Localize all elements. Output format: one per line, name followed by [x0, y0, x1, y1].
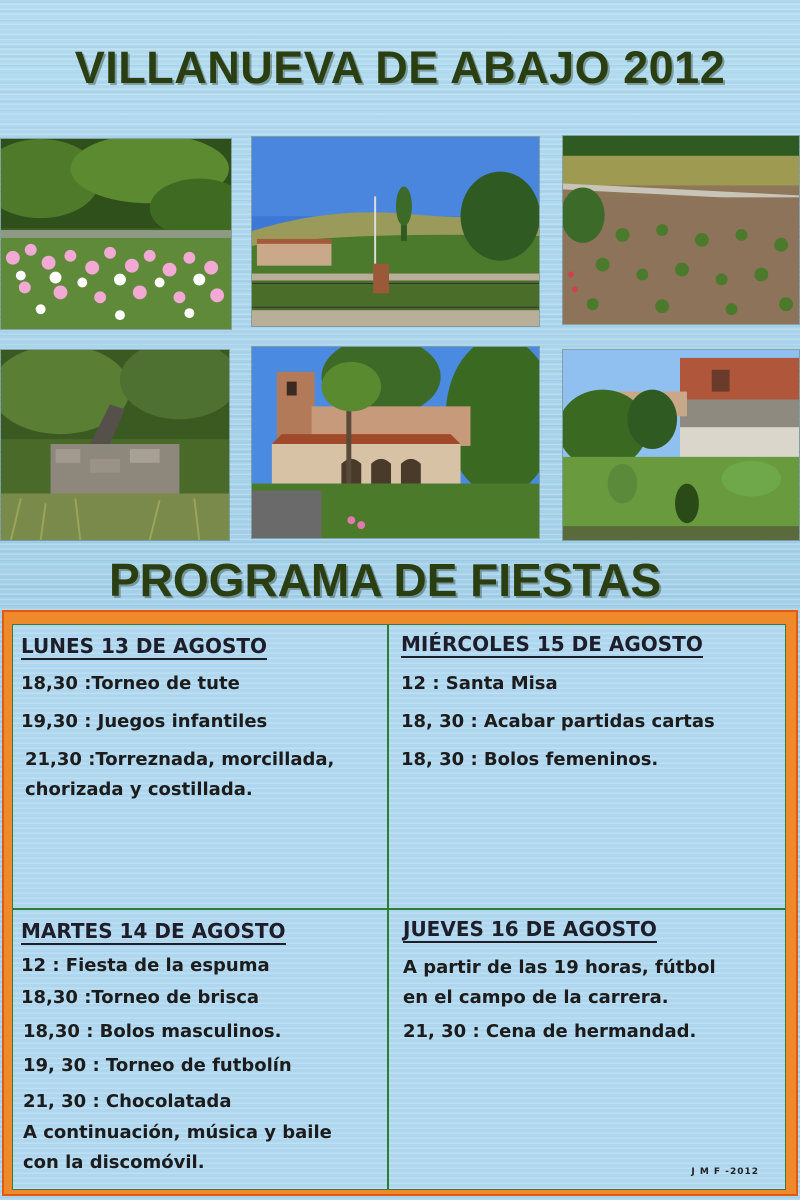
event-item: A continuación, música y baile — [23, 1122, 332, 1143]
day-heading-monday: LUNES 13 DE AGOSTO — [21, 634, 268, 658]
village-park-photo — [251, 136, 540, 327]
poster-title: VILLANUEVA DE ABAJO 2012 — [74, 42, 726, 93]
event-item: 21, 30 : Cena de hermandad. — [403, 1021, 697, 1042]
program-frame — [2, 610, 798, 1196]
event-item: con la discomóvil. — [23, 1152, 205, 1173]
event-item: 18,30 :Torneo de tute — [21, 673, 240, 694]
day-heading-wednesday: MIÉRCOLES 15 DE AGOSTO — [401, 632, 703, 656]
event-item: 12 : Santa Misa — [401, 673, 558, 694]
event-item: 18,30 :Torneo de brisca — [21, 987, 260, 1008]
flowers-photo — [0, 138, 232, 330]
day-heading-tuesday: MARTES 14 DE AGOSTO — [21, 919, 286, 943]
event-item: 19, 30 : Torneo de futbolín — [23, 1055, 292, 1076]
program-table — [12, 624, 786, 1190]
garden-photo — [562, 135, 800, 325]
house-garden-photo — [562, 349, 800, 541]
church-photo — [251, 346, 540, 539]
event-item: 12 : Fiesta de la espuma — [21, 955, 270, 976]
event-item: A partir de las 19 horas, fútbol — [403, 957, 716, 978]
event-item: chorizada y costillada. — [25, 779, 253, 800]
event-item: 18,30 : Bolos masculinos. — [23, 1021, 282, 1042]
event-item: 19,30 : Juegos infantiles — [21, 711, 268, 732]
day-cell-tuesday — [13, 910, 387, 1190]
event-item: en el campo de la carrera. — [403, 987, 669, 1008]
day-cell-thursday — [389, 910, 785, 1190]
stone-monument-photo — [0, 349, 230, 541]
day-cell-monday — [13, 625, 387, 908]
event-item: 18, 30 : Acabar partidas cartas — [401, 711, 715, 732]
author-credit: J M F -2012 — [691, 1167, 759, 1177]
program-heading: PROGRAMA DE FIESTAS — [108, 554, 662, 606]
event-item: 21,30 :Torreznada, morcillada, — [25, 749, 335, 770]
event-item: 18, 30 : Bolos femeninos. — [401, 749, 659, 770]
day-heading-thursday: JUEVES 16 DE AGOSTO — [403, 917, 657, 941]
day-cell-wednesday — [389, 625, 785, 908]
event-item: 21, 30 : Chocolatada — [23, 1091, 232, 1112]
